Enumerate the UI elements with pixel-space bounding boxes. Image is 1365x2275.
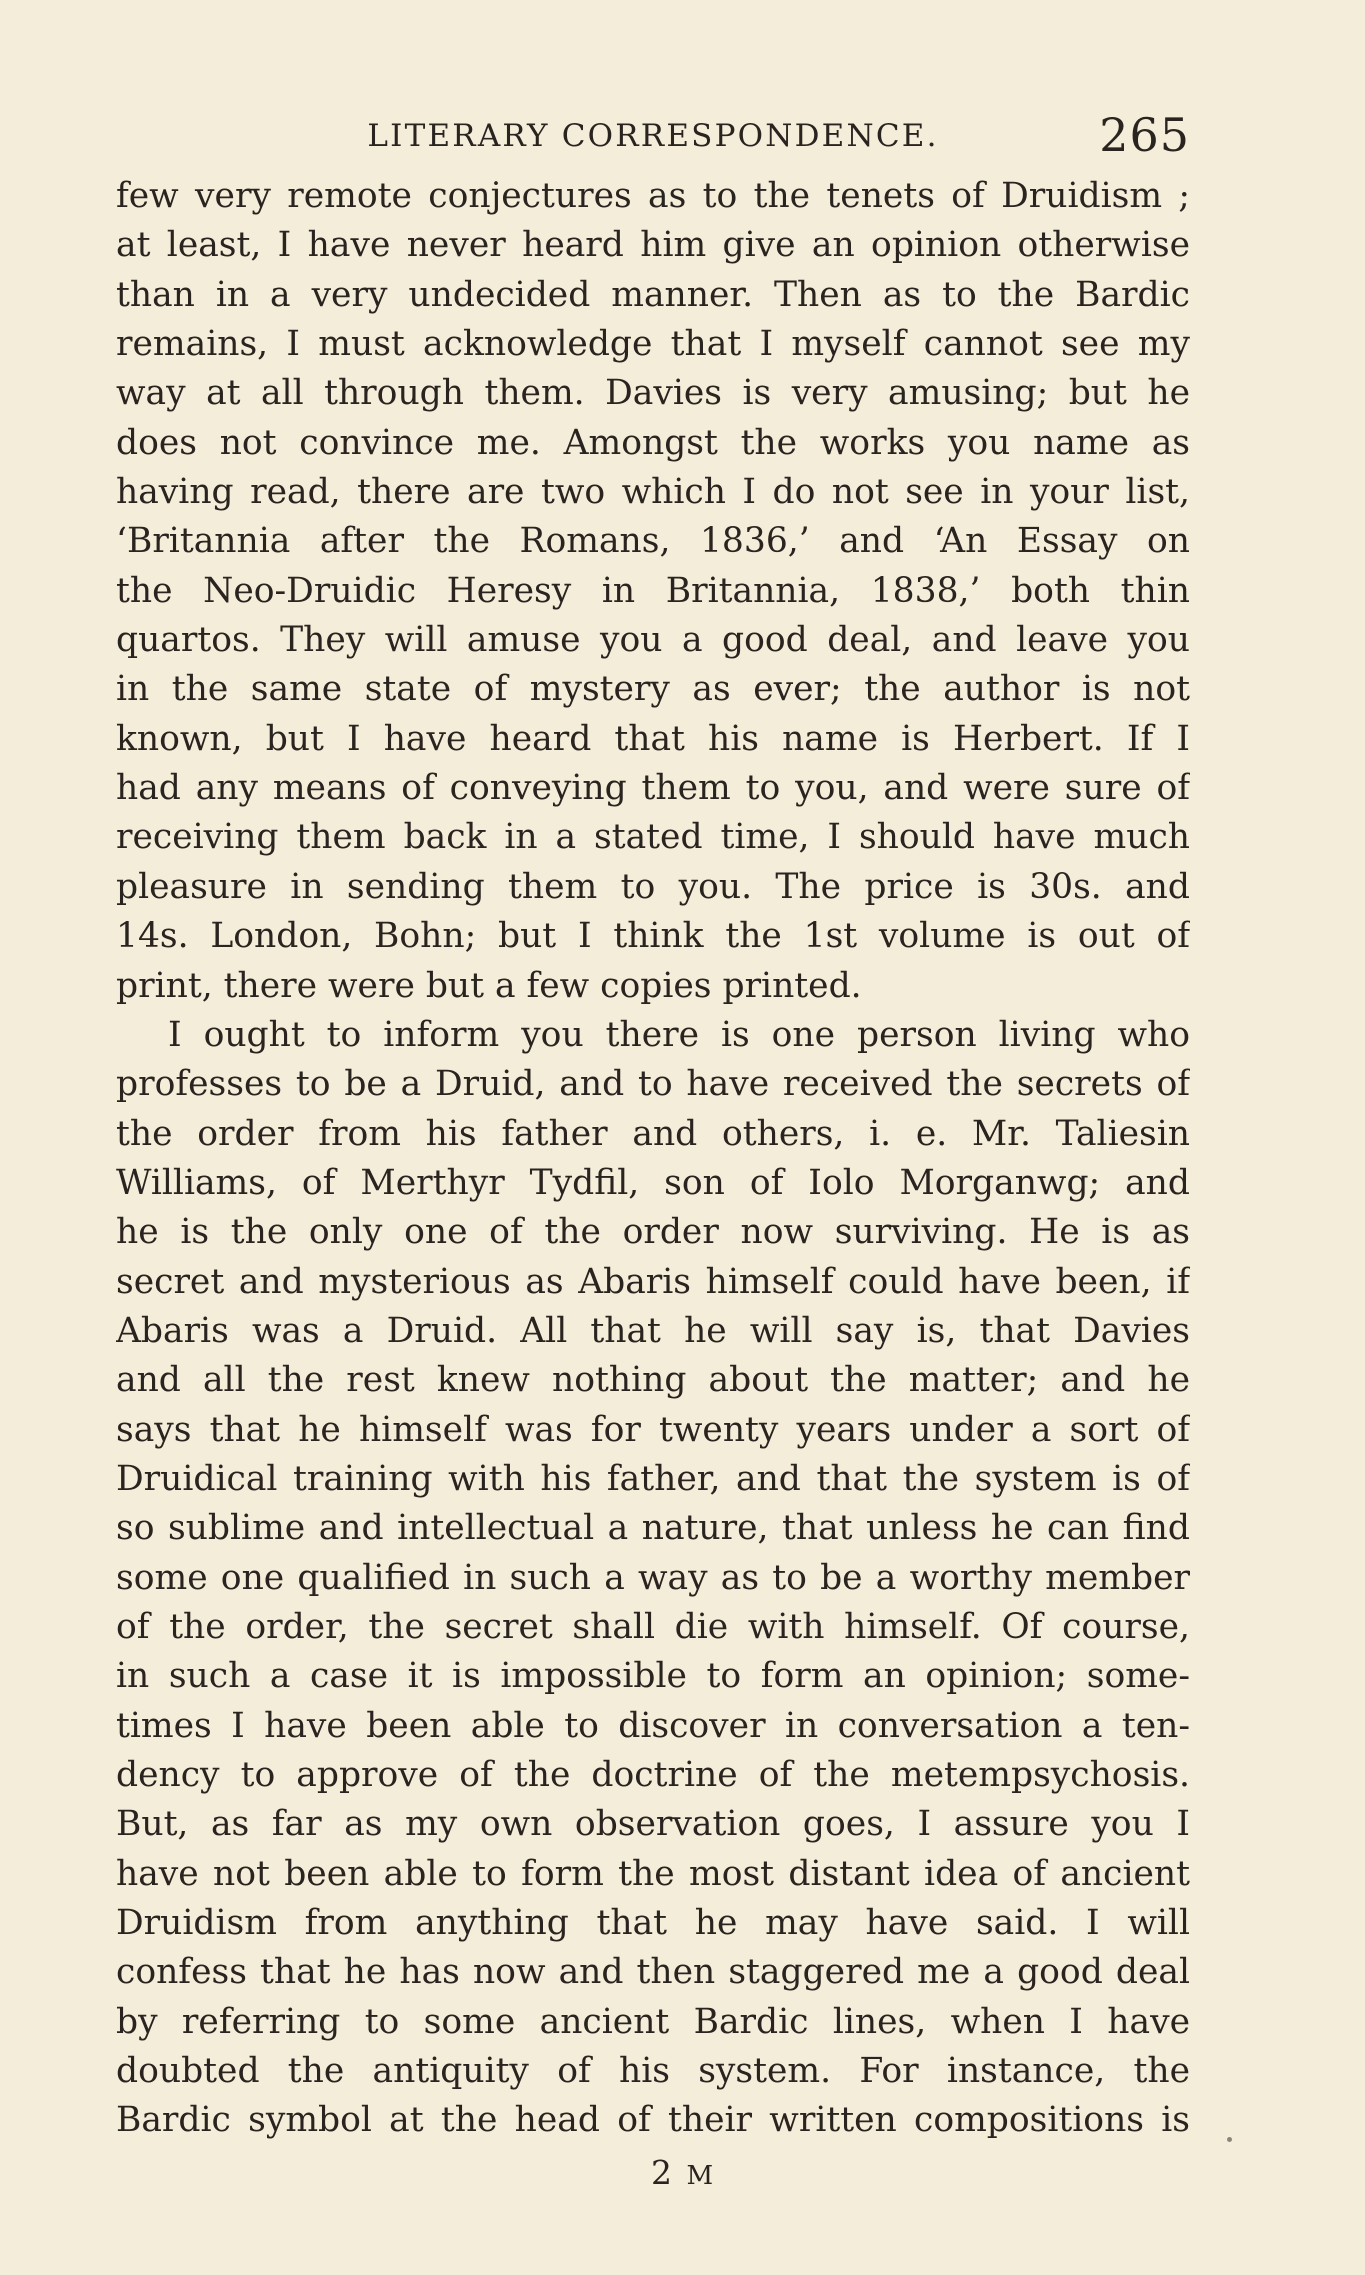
text-line: does not convince me. Amongst the works you name as <box>116 422 1190 463</box>
text-line: Williams, of Merthyr Tydfil, son of Iolo Morganwg; and <box>116 1162 1190 1203</box>
text-line: Bardic symbol at the head of their written compositions is <box>116 2100 1190 2141</box>
text-line: remains, I must acknowledge that I myself cannot see my <box>116 324 1190 365</box>
text-line: way at all through them. Davies is very amusing; but he <box>116 373 1190 414</box>
running-head <box>116 108 1190 168</box>
text-line: quartos. They will amuse you a good deal, and leave you <box>116 620 1190 661</box>
text-line: in such a case it is impossible to form an opinion; some- <box>116 1656 1190 1697</box>
text-line: Druidism from anything that he may have said. I will <box>116 1903 1190 1944</box>
text-line: at least, I have never heard him give an opinion otherwise <box>116 225 1190 266</box>
text-line: and all the rest knew nothing about the matter; and he <box>116 1360 1190 1401</box>
text-line: Abaris was a Druid. All that he will say is, that Davies <box>116 1310 1190 1351</box>
text-line: But, as far as my own observation goes, I assure you I <box>116 1804 1190 1845</box>
text-line: receiving them back in a stated time, I should have much <box>116 817 1190 858</box>
text-line: 14s. London, Bohn; but I think the 1st volume is out of <box>116 916 1190 957</box>
signature-letter: M <box>686 2161 715 2191</box>
running-title: LITERARY CORRESPONDENCE. <box>367 118 939 154</box>
text-line: some one qualified in such a way as to be a worthy member <box>116 1557 1190 1598</box>
page-number: 265 <box>1099 108 1190 162</box>
paragraph-end-line: print, there were but a few copies printed. <box>116 965 862 1006</box>
body-text <box>116 172 1190 2146</box>
text-line: pleasure in sending them to you. The price is 30s. and <box>116 866 1190 907</box>
text-line: the order from his father and others, i. e. Mr. Taliesin <box>116 1113 1190 1154</box>
text-line: says that he himself was for twenty years under a sort of <box>116 1409 1190 1450</box>
text-line: dency to approve of the doctrine of the metempsychosis. <box>116 1755 1190 1795</box>
text-line: confess that he has now and then staggered me a good deal <box>116 1952 1190 1993</box>
text-line: in the same state of mystery as ever; the author is not <box>116 669 1190 710</box>
text-line: by referring to some ancient Bardic lines, when I have <box>116 2001 1190 2042</box>
text-line: doubted the antiquity of his system. For instance, the <box>116 2051 1190 2092</box>
text-line: the Neo-Druidic Heresy in Britannia, 1838,’ both thin <box>116 570 1190 611</box>
text-line: of the order, the secret shall die with himself. Of course, <box>116 1606 1190 1647</box>
text-line: ‘Britannia after the Romans, 1836,’ and ‘An Essay on <box>116 521 1190 562</box>
text-line: than in a very undecided manner. Then as to the Bardic <box>116 274 1190 315</box>
text-line: so sublime and intellectual a nature, that unless he can find <box>116 1508 1190 1549</box>
signature-number: 2 <box>650 2153 674 2192</box>
text-line: having read, there are two which I do not see in your list, <box>116 472 1190 513</box>
text-line: secret and mysterious as Abaris himself could have been, if <box>116 1261 1190 1302</box>
text-line: few very remote conjectures as to the tenets of Druidism ; <box>116 176 1190 216</box>
ink-speck <box>1227 2137 1232 2142</box>
text-line: known, but I have heard that his name is Herbert. If I <box>116 718 1190 759</box>
paragraph-first-line: I ought to inform you there is one person living who <box>168 1014 1190 1055</box>
text-line: have not been able to form the most distant idea of ancient <box>116 1853 1190 1894</box>
text-line: professes to be a Druid, and to have received the secrets of <box>116 1064 1190 1105</box>
text-line: Druidical training with his father, and that the system is of <box>116 1458 1190 1499</box>
text-line: he is the only one of the order now surviving. He is as <box>116 1212 1190 1253</box>
text-line: had any means of conveying them to you, and were sure of <box>116 768 1190 809</box>
signature-mark <box>0 2153 1365 2192</box>
text-line: times I have been able to discover in conversation a ten- <box>116 1705 1190 1746</box>
